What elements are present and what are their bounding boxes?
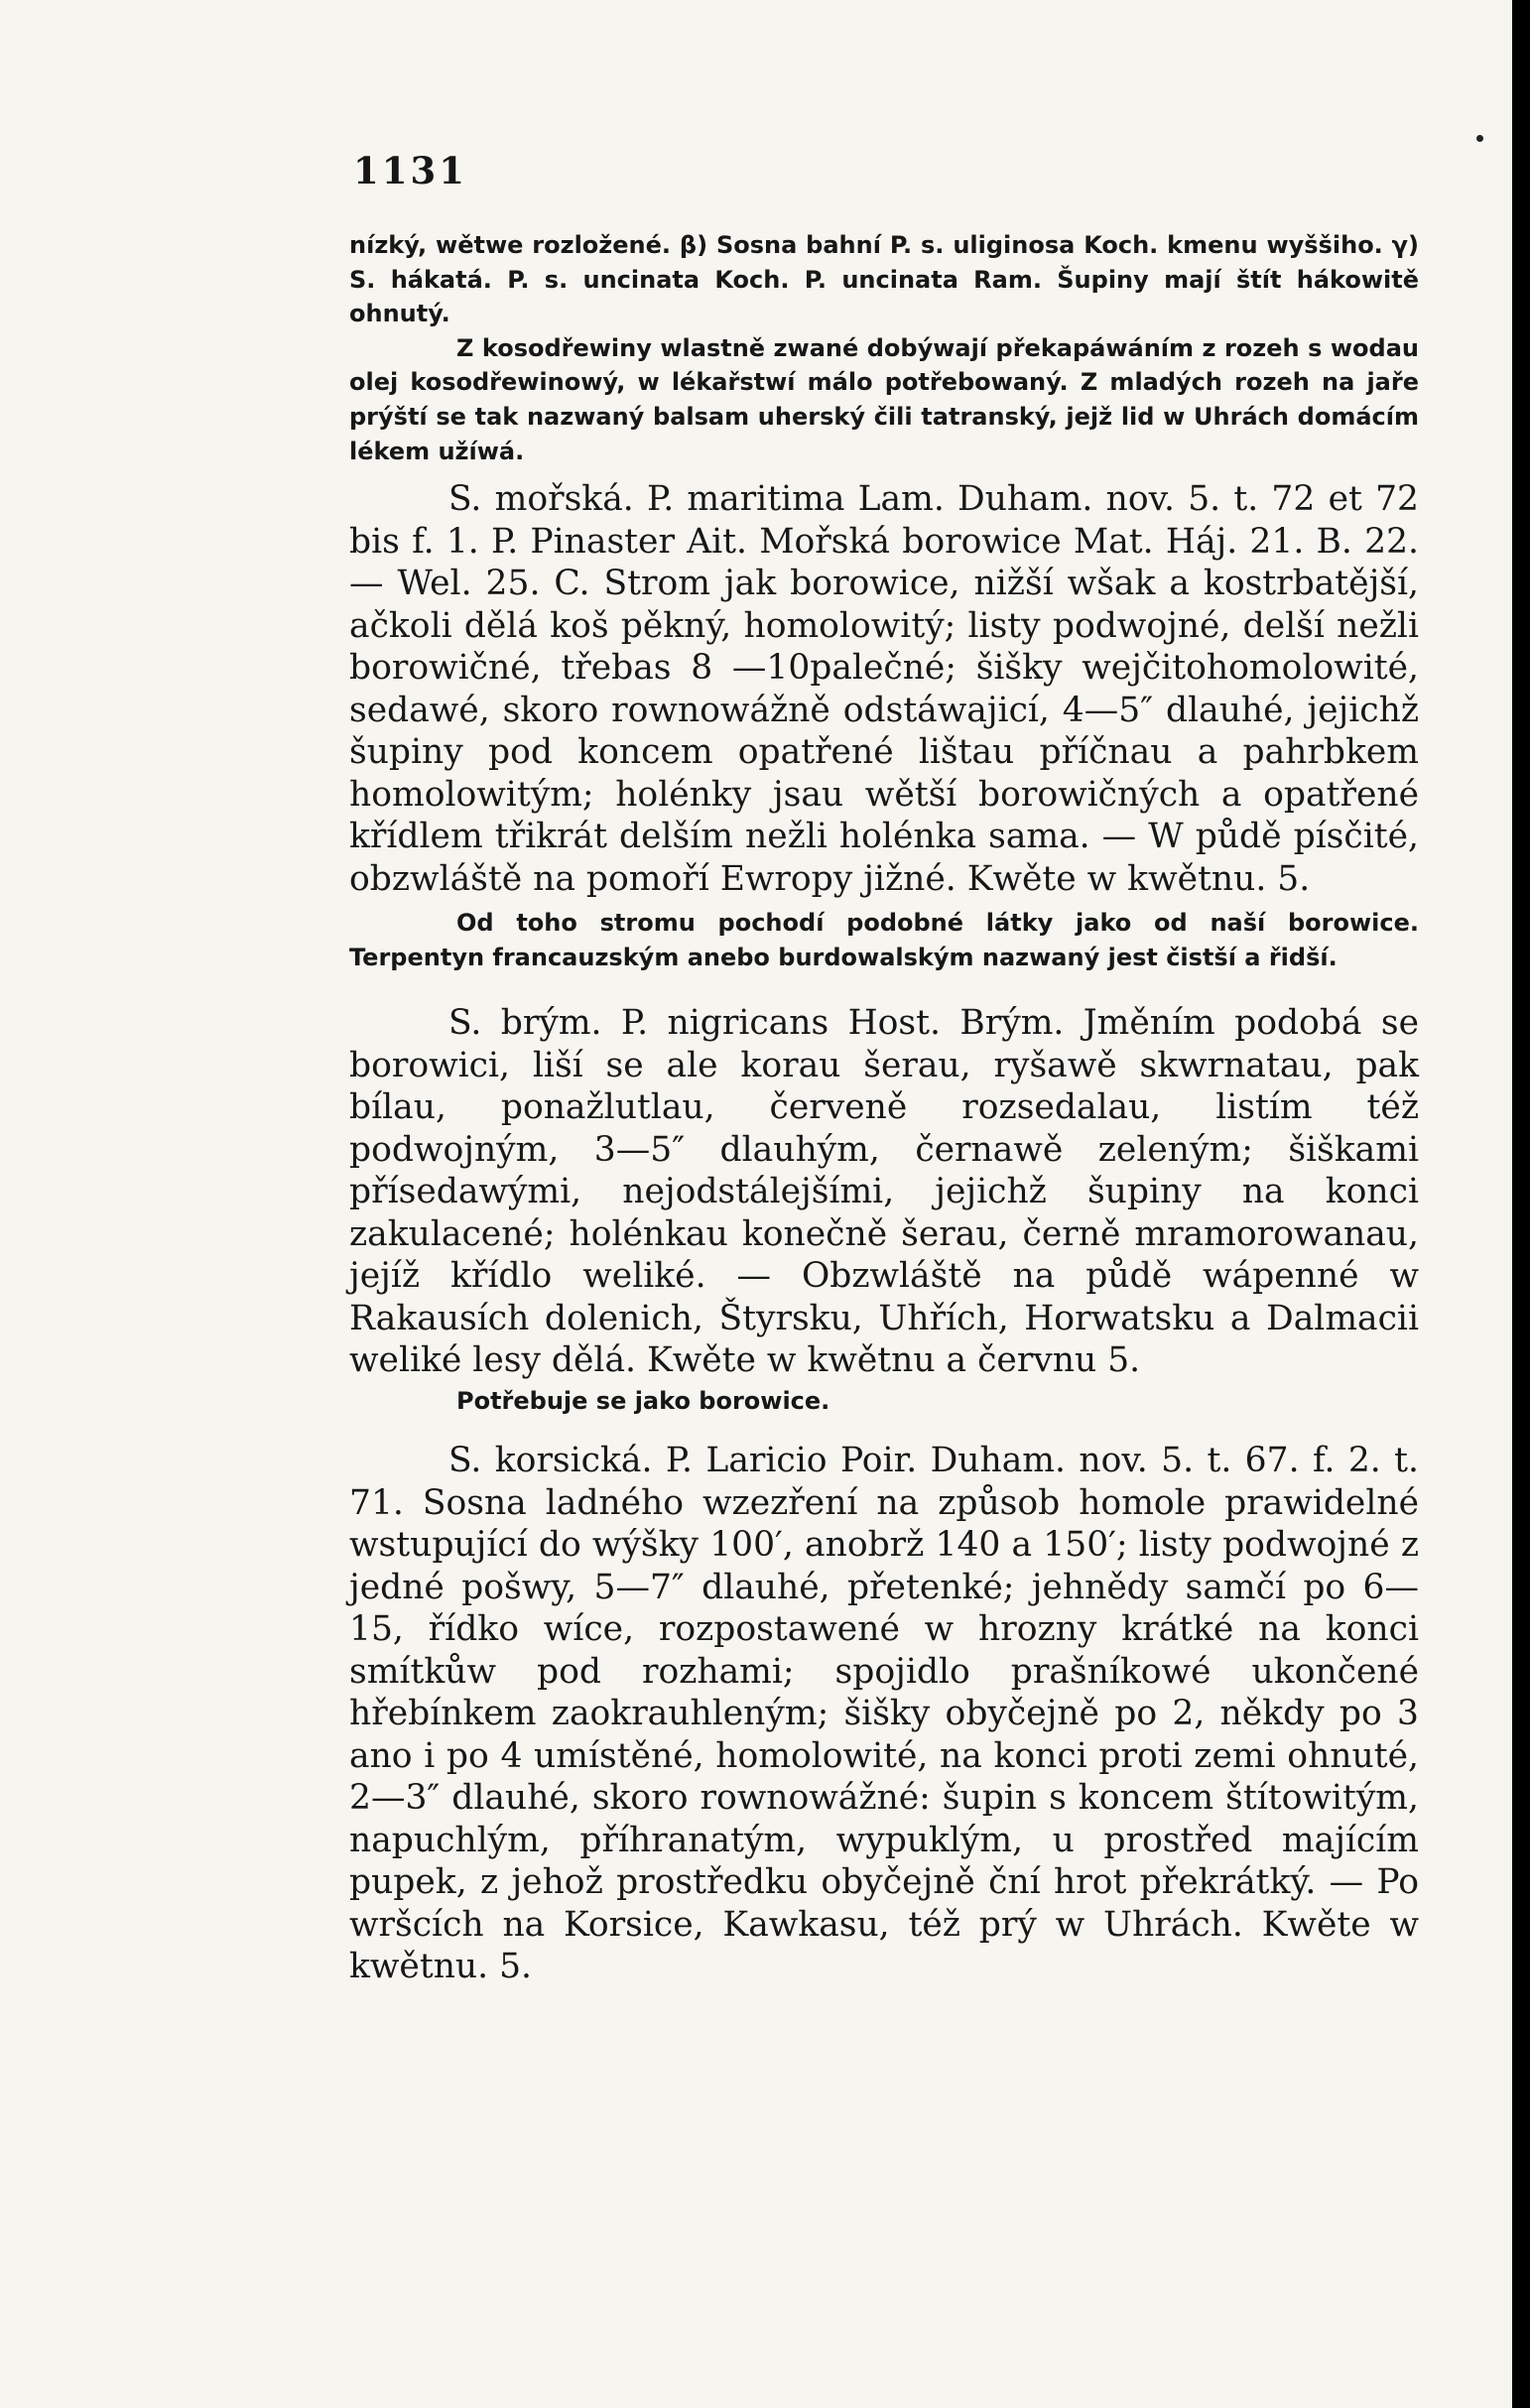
paragraph-varieties: nízký, wětwe rozložené. β) Sosna bahní P. s. uliginosa Koch. kmenu wyššiho. γ) S. hákatá. P. s. uncinata Koch. P. uncinata Ram. Šupiny mají štít hákowitě ohnutý. <box>349 231 1419 328</box>
paragraph-turpentine-note: Od toho stromu pochodí podobné látky jako od naší borowice. Terpentyn francauzským anebo burdowalským nazwaný jest čistší a řidší. <box>349 909 1419 971</box>
paragraph-usage-note: Potřebuje se jako borowice. <box>456 1386 830 1415</box>
paragraph-sea-pine: S. mořská. P. maritima Lam. Duham. nov. 5. t. 72 et 72 bis f. 1. P. Pinaster Ait. Mořská borowice Mat. Háj. 21. B. 22. — Wel. 25. C. Strom jak borowice, nižší wšak a kostrbatější, ačkoli dělá koš pěkný, homolowitý; listy podwojné, delší nežli borowičné, třebas 8 —10palečné; šišky wejčitohomolowité, sedawé, skoro rownowážně odstáwajicí, 4—5″ dlauhé, jejichž šupiny pod koncem opatřené lištau příčnau a pahrbkem homolowitým; holénky jsau wětší borowičných a opatřené křídlem třikrát delším nežli holénka sama. — W půdě písčité, obzwláště na pomoří Ewropy jižné. Kwěte w kwětnu. 5. <box>349 479 1419 899</box>
paragraph-oil-note: Z kosodřewiny wlastně zwané dobýwají překapáwáním z rozeh s wodau olej kosodřewinowý, w lékařstwí málo potřebowaný. Z mladých rozeh na jaře prýští se tak nazwaný balsam uherský čili tatranský, jejž lid w Uhrách domácím lékem užíwá. <box>349 333 1419 465</box>
page-body <box>349 228 1419 1988</box>
paragraph-corsican-pine: S. korsická. P. Laricio Poir. Duham. nov. 5. t. 67. f. 2. t. 71. Sosna ladného wzezření na způsob homole prawidelné wstupující do wýšky 100′, anobrž 140 a 150′; listy podwojné z jedné pošwy, 5—7″ dlauhé, přetenké; jehnědy samčí po 6—15, řídko wíce, rozpostawené w hrozny krátké na konci smítkůw pod rozhami; spojidlo prašníkowé ukončené hřebínkem zaokrauhleným; šišky obyčejně po 2, někdy po 3 ano i po 4 umístěné, homolowité, na konci proti zemi ohnuté, 2—3″ dlauhé, skoro rownowážné: šupin s koncem štítowitým, napuchlým, příhranatým, wypuklým, u prostřed majícím pupek, z jehož prostředku obyčejně ční hrot překrátký. — Po wršcích na Korsice, Kawkasu, též prý w Uhrách. Kwěte w kwětnu. 5. <box>349 1441 1419 1987</box>
page-speck <box>1476 135 1483 142</box>
page-number: 1131 <box>353 149 467 192</box>
paragraph-black-pine: S. brým. P. nigricans Host. Brým. Jměním podobá se borowici, liší se ale korau šerau, ryšawě skwrnatau, pak bílau, ponažlutlau, červeně rozsedalau, listím též podwojným, 3—5″ dlauhým, černawě zeleným; šiškami přísedawými, nejodstálejšími, jejichž šupiny na konci zakulacené; holénkau konečně šerau, černě mramorowanau, jejíž křídlo weliké. — Obzwláště na půdě wápenné w Rakausích dolenich, Štyrsku, Uhřích, Horwatsku a Dalmacii weliké lesy dělá. Kwěte w kwětnu a červnu 5. <box>349 1003 1419 1381</box>
